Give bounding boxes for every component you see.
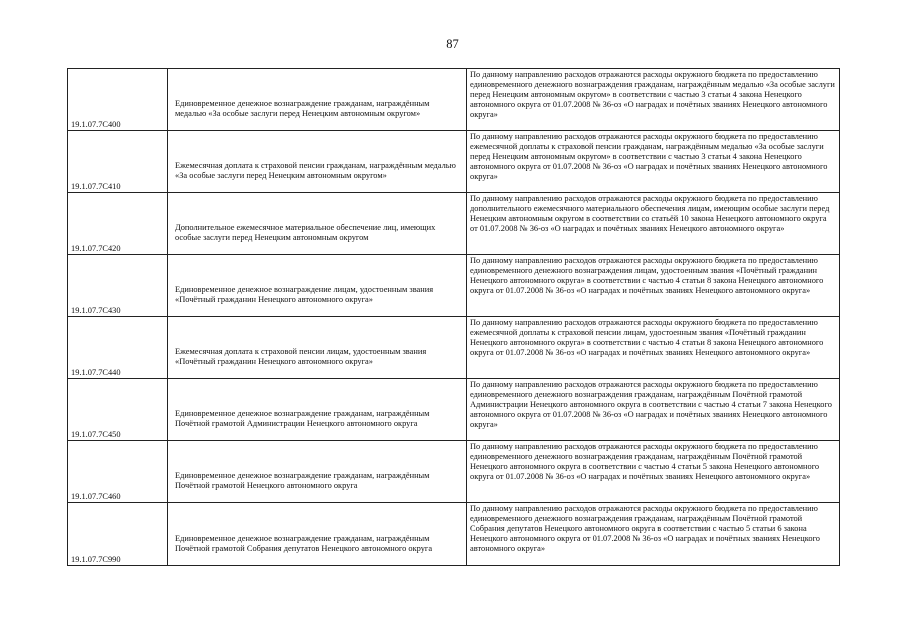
name-cell <box>168 69 467 131</box>
name-cell <box>168 131 467 193</box>
name-cell <box>168 317 467 379</box>
name-cell <box>168 193 467 255</box>
name-text: Дополнительное ежемесячное материальное обеспечение лиц, имеющих особые заслуги перед Ненецким автономным округом <box>175 222 436 242</box>
table-row <box>68 441 840 503</box>
description-cell: По данному направлению расходов отражаются расходы окружного бюджета по предоставлению ежемесячной доплаты к страховой пенсии лицам, удостоенным звания «Почётный гражданин Ненецкого автономного округа» в соответствии с частью 4 статьи 8 закона Ненецкого автономного округа от 01.07.2008 № 36-оз «О наградах и почётных званиях Ненецкого автономного округа» <box>467 317 840 379</box>
description-cell: По данному направлению расходов отражаются расходы окружного бюджета по предоставлению ежемесячной доплаты к страховой пенсии гражданам, награждённым медалью «За особые заслуги перед Ненецким автономным округом» в соответствии с частью 3 статьи 4 закона Ненецкого автономного округа от 01.07.2008 № 36-оз «О наградах и почётных званиях Ненецкого автономного округа» <box>467 131 840 193</box>
description-cell: По данному направлению расходов отражаются расходы окружного бюджета по предоставлению единовременного денежного вознаграждения гражданам, награждённым Почётной грамотой Администрации Ненецкого автономного округа в соответствии с частью 4 статьи 7 закона Ненецкого автономного округа от 01.07.2008 № 36-оз «О наградах и почётных званиях Ненецкого автономного округа» <box>467 379 840 441</box>
code-cell: 19.1.07.7С460 <box>68 441 168 503</box>
description-cell: По данному направлению расходов отражаются расходы окружного бюджета по предоставлению единовременного денежного вознаграждения гражданам, награждённым Почётной грамотой Собрания депутатов Ненецкого автономного округа в соответствии с частью 5 статьи 6 закона Ненецкого автономного округа от 01.07.2008 № 36-оз «О наградах и почётных званиях Ненецкого автономного округа» <box>467 503 840 566</box>
code-cell: 19.1.07.7С990 <box>68 503 168 566</box>
description-cell: По данному направлению расходов отражаются расходы окружного бюджета по предоставлению единовременного денежного вознаграждения гражданам, награждённым медалью «За особые заслуги перед Ненецким автономным округом» в соответствии с частью 3 статьи 4 закона Ненецкого автономного округа от 01.07.2008 № 36-оз «О наградах и почётных званиях Ненецкого автономного округа» <box>467 69 840 131</box>
name-text: Единовременное денежное вознаграждение гражданам, награждённым Почётной грамотой Собрания депутатов Ненецкого автономного округа <box>175 533 433 553</box>
table-row <box>68 379 840 441</box>
name-text: Ежемесячная доплата к страховой пенсии лицам, удостоенным звания «Почётный гражданин Ненецкого автономного округа» <box>175 346 427 366</box>
code-cell: 19.1.07.7С410 <box>68 131 168 193</box>
table-row <box>68 503 840 566</box>
name-cell <box>168 379 467 441</box>
table-row <box>68 131 840 193</box>
name-text: Ежемесячная доплата к страховой пенсии гражданам, награждённым медалью «За особые заслуги перед Ненецким автономным округом» <box>175 160 456 180</box>
name-cell <box>168 255 467 317</box>
description-cell: По данному направлению расходов отражаются расходы окружного бюджета по предоставлению дополнительного ежемесячного материального обеспечения лицам, имеющим особые заслуги перед Ненецким автономным округом в соответствии со статьёй 10 закона Ненецкого автономного округа от 01.07.2008 № 36-оз «О наградах и почётных званиях Ненецкого автономного округа» <box>467 193 840 255</box>
description-cell: По данному направлению расходов отражаются расходы окружного бюджета по предоставлению единовременного денежного вознаграждения лицам, удостоенным звания «Почётный гражданин Ненецкого автономного округа» в соответствии с частью 4 статьи 8 закона Ненецкого автономного округа от 01.07.2008 № 36-оз «О наградах и почётных званиях Ненецкого автономного округа» <box>467 255 840 317</box>
description-cell: По данному направлению расходов отражаются расходы окружного бюджета по предоставлению единовременного денежного вознаграждения гражданам, награждённым Почётной грамотой Ненецкого автономного округа в соответствии с частью 4 статьи 5 закона Ненецкого автономного округа от 01.07.2008 № 36-оз «О наградах и почётных званиях Ненецкого автономного округа» <box>467 441 840 503</box>
code-cell: 19.1.07.7С450 <box>68 379 168 441</box>
name-cell <box>168 503 467 566</box>
table-row <box>68 193 840 255</box>
code-cell: 19.1.07.7С440 <box>68 317 168 379</box>
name-text: Единовременное денежное вознаграждение лицам, удостоенным звания «Почётный гражданин Ненецкого автономного округа» <box>175 284 434 304</box>
table-row <box>68 69 840 131</box>
code-cell: 19.1.07.7С430 <box>68 255 168 317</box>
name-text: Единовременное денежное вознаграждение гражданам, награждённым медалью «За особые заслуги перед Ненецким автономным округом» <box>175 98 430 118</box>
code-cell: 19.1.07.7С420 <box>68 193 168 255</box>
name-cell <box>168 441 467 503</box>
code-cell: 19.1.07.7С400 <box>68 69 168 131</box>
name-text: Единовременное денежное вознаграждение гражданам, награждённым Почётной грамотой Ненецкого автономного округа <box>175 470 430 490</box>
page-number: 87 <box>446 37 459 51</box>
table-row <box>68 255 840 317</box>
table-row <box>68 317 840 379</box>
budget-classification-table <box>67 68 840 566</box>
name-text: Единовременное денежное вознаграждение гражданам, награждённым Почётной грамотой Администрации Ненецкого автономного округа <box>175 408 430 428</box>
